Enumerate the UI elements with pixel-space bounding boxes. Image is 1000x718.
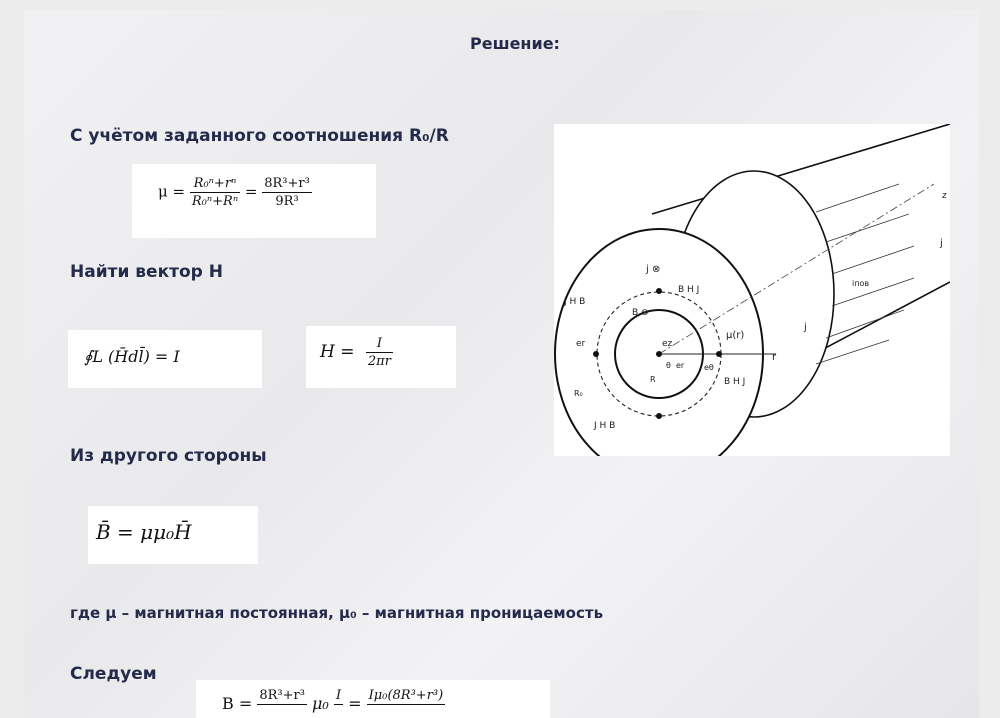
other-side-caption: Из другого стороны: [70, 446, 267, 466]
label-j-cross: j ⊗: [646, 264, 661, 275]
constant-definition: где μ – магнитная постоянная, μ₀ – магнитная проницаемость: [70, 604, 604, 622]
b-final-mu0: μ₀: [312, 694, 329, 713]
b-final-frac2-numerator: I: [335, 688, 342, 703]
label-bhj-right: B H J: [724, 377, 746, 387]
mu-frac1-denominator: R₀ⁿ+Rⁿ: [191, 194, 239, 209]
cylinder-diagram-svg: [554, 124, 950, 456]
b-final-frac1-numerator: 8R³+r³: [259, 688, 305, 703]
h-formula: [306, 326, 456, 388]
b-final-equals: =: [348, 694, 362, 713]
top-dot: [656, 288, 662, 294]
b-final-frac3-numerator: Iμ₀(8R³+r³): [368, 688, 444, 703]
mu-frac1-numerator: R₀ⁿ+rⁿ: [190, 176, 240, 193]
mu-equals: =: [244, 182, 258, 201]
label-jhb-left: J H B: [564, 297, 586, 307]
b-final-formula: [196, 680, 550, 718]
bottom-dot: [656, 413, 662, 419]
b-final-fraction-3: [367, 688, 446, 718]
label-b-cross: B ⊗: [632, 308, 649, 318]
center-dot: [656, 351, 662, 357]
h-numerator: I: [366, 336, 393, 353]
ratio-caption: С учётом заданного соотношения R₀/R: [70, 126, 449, 146]
mu-fraction-2: [262, 176, 312, 209]
find-h-caption: Найти вектор H: [70, 262, 223, 282]
label-jhb-bottom: J H B: [594, 421, 616, 431]
cylinder-diagram: [554, 124, 950, 456]
label-theta: θ: [666, 361, 671, 370]
b-relation-text: B̄ = μμ₀H̄: [96, 520, 192, 544]
label-e-theta: eθ: [704, 363, 714, 372]
mu-frac2-numerator: 8R³+r³: [264, 176, 310, 191]
label-r0: R₀: [574, 389, 583, 398]
h-fraction: [366, 336, 393, 369]
label-mu-r: μ(r): [726, 330, 745, 341]
document-page: [24, 10, 979, 718]
right-dot: [716, 351, 722, 357]
b-relation-formula: [88, 506, 258, 564]
b-final-lhs: B =: [222, 694, 253, 713]
mu-frac2-denominator: 9R³: [275, 194, 299, 209]
label-i-pov: iпов: [852, 279, 870, 288]
label-er-center: er: [676, 361, 685, 370]
mu-formula: [132, 164, 376, 238]
follows-caption: Следуем: [70, 664, 157, 684]
b-final-fraction-1: [257, 688, 307, 718]
mu-fraction-1: [190, 176, 240, 209]
label-j-right: j: [940, 238, 943, 249]
label-small-r: R: [650, 375, 656, 384]
circulation-formula: [68, 330, 262, 388]
label-er-left: er: [576, 339, 586, 349]
label-r-axis: r: [772, 352, 777, 363]
h-lhs: H =: [320, 342, 355, 362]
label-z-axis: z: [942, 191, 947, 201]
label-ez: ez: [662, 339, 673, 349]
circulation-text: ∮L (H̄dl̄) = I: [84, 347, 180, 366]
page-title: Решение:: [470, 34, 560, 53]
h-denominator: 2πr: [367, 354, 391, 369]
label-j-mid: j: [804, 322, 807, 333]
left-dot: [593, 351, 599, 357]
b-final-fraction-2: [334, 688, 343, 718]
mu-lhs: μ =: [158, 182, 186, 201]
label-bhj-top: B H J: [678, 285, 700, 295]
